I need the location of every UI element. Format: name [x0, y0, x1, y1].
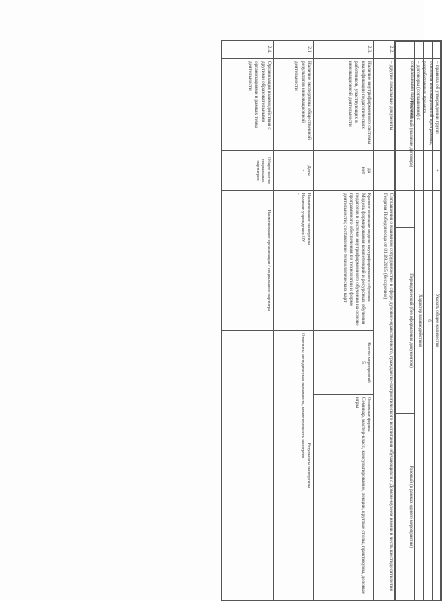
main-forms: Семинар, мастер-класс, консультирование, лекции, круглые столы, практикумы, деловые игры — [354, 397, 367, 594]
mark-yes: да — [366, 168, 372, 173]
document-table — [221, 40, 442, 601]
rotated-document — [142, 40, 442, 600]
column-header: Наличие учреждения ОУ — [301, 193, 307, 243]
column-header: Наименование экспертизы — [307, 193, 312, 245]
row-label: Наличие экспертизы общественной результатов инновационной деятельности — [274, 59, 314, 151]
row-top-item-1: – правила об утверждении групп освоения инновационной программы, разработанных проекта — [421, 61, 440, 145]
row-label: Организация взаимодействия с другими образовательными организациями в рамках темы деятельности — [222, 59, 274, 151]
row-number: 2.2. — [374, 41, 396, 59]
mark-no: нет — [359, 166, 366, 175]
subgroup-header: Характер взаимодействия — [415, 41, 424, 600]
result-subheader: Отметить: методическая значимость, компетентность экспертов — [301, 333, 307, 459]
table-row — [314, 41, 374, 601]
row-top-mark: + — [396, 151, 442, 191]
row-number: 2.1 — [274, 41, 314, 59]
table-row — [374, 41, 396, 601]
expertise-value: - — [295, 193, 301, 195]
column-header: Кол-во мероприятий — [367, 342, 372, 383]
row-number: 2.3. — [314, 41, 374, 59]
row-number: 2.4. — [222, 41, 274, 59]
group-header: Указать общее количество — [432, 41, 441, 600]
type-single: Разовый (в рамках одного мероприятия) — [395, 414, 415, 600]
column-header: Даты — [307, 165, 312, 176]
column-header: Результаты экспертизы — [307, 442, 312, 489]
type-permanent: Постоянный (наличие договора) — [395, 41, 415, 227]
row-description: Соглашения о взаимном сотрудничестве в сфере духовно-нравственного, гражданско-патриотического воспитания обучающихся с Домом-музеем имени в честь шестидесятилетия Георгия Победоносца от 01.09.2015 (бессрочно) — [374, 191, 396, 601]
row-top-item-2: – договоры (соглашения) с социальными партнерами — [408, 61, 422, 121]
table-row — [274, 41, 314, 601]
total-value: 6 — [423, 41, 432, 600]
column-header: Краткое описание модели внутрифирменного обучения — [367, 193, 372, 302]
table-row — [222, 41, 274, 601]
interaction-table — [394, 41, 441, 601]
model-description: Модель формирования компетенций и ресурсных обучения педагогов в системе внутрифирменного обучения на основе программного обеспечения по технологии и форме деятельности; составление технологических карт — [341, 193, 367, 326]
column-header: Основные формы — [367, 397, 372, 432]
row-label: – другие локальные документы — [374, 59, 396, 151]
column-header: Наименование организации / социального партнера — [267, 209, 272, 312]
row-label: Наличие внутрифирменного системы квалификации педагогических работников, участвующих в инновационной деятельности — [314, 59, 374, 151]
type-periodic: Периодический (без оформления документов) — [395, 227, 415, 413]
event-count: 5 — [360, 361, 367, 364]
date-value: - — [300, 169, 307, 172]
column-header: Общее кол-во социальных партнеров — [256, 157, 272, 184]
